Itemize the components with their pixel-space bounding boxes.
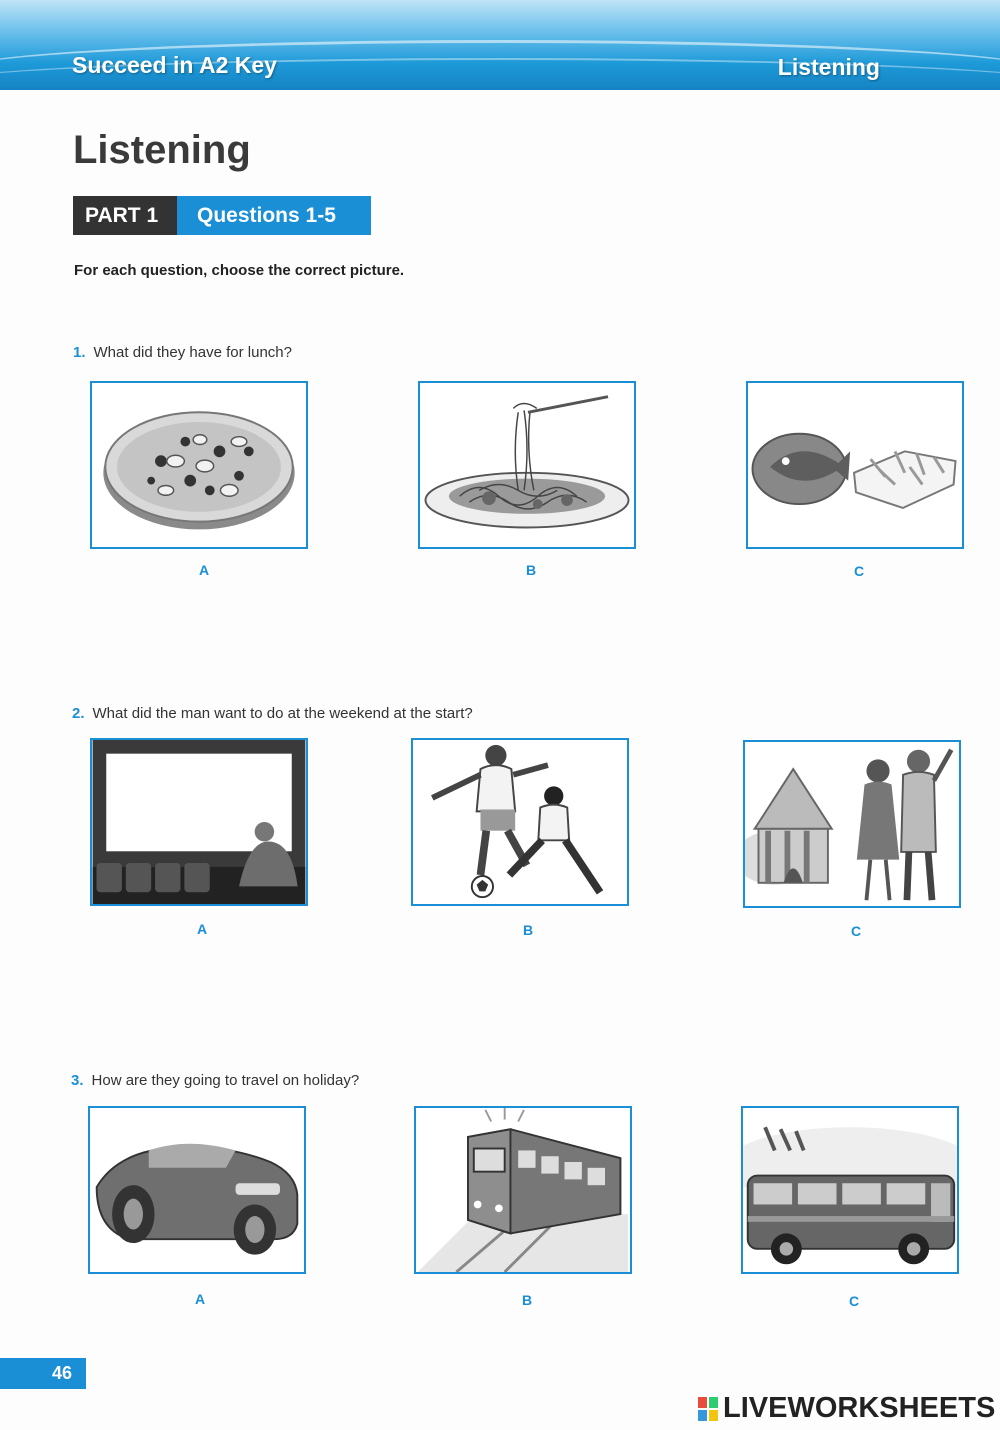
question-text: How are they going to travel on holiday? (91, 1072, 360, 1089)
option-3b-train-image[interactable] (414, 1106, 632, 1274)
option-letter: B (525, 562, 537, 578)
part-label: PART 1 (73, 196, 177, 235)
part-header (73, 196, 371, 235)
section-title: Listening (777, 54, 880, 80)
instruction-text: For each question, choose the correct picture. (74, 262, 405, 279)
option-3a-car-image[interactable] (88, 1106, 306, 1274)
question-text: What did they have for lunch? (93, 344, 292, 361)
option-1b-spaghetti-image[interactable] (418, 381, 636, 549)
bus-icon (743, 1108, 957, 1272)
option-letter: C (850, 923, 862, 939)
question-text: What did the man want to do at the weekend at the start? (92, 705, 473, 722)
question-number: 1. (73, 344, 86, 361)
train-icon (416, 1108, 630, 1272)
page-number: 46 (0, 1358, 86, 1389)
question-2 (72, 705, 473, 722)
question-3 (71, 1072, 359, 1089)
option-letter: A (194, 1291, 206, 1307)
option-letter: A (198, 562, 210, 578)
option-letter: C (853, 563, 865, 579)
spaghetti-icon (420, 383, 634, 547)
option-letter: B (522, 922, 534, 938)
option-3c-bus-image[interactable] (741, 1106, 959, 1274)
liveworksheets-logo-icon (697, 1396, 719, 1422)
circus-icon (745, 742, 959, 906)
part-questions: Questions 1-5 (177, 196, 371, 235)
pizza-icon (92, 383, 306, 547)
book-title: Succeed in A2 Key (72, 52, 277, 78)
option-letter: B (521, 1292, 533, 1308)
option-1c-fish-and-chips-image[interactable] (746, 381, 964, 549)
liveworksheets-watermark (697, 1392, 995, 1425)
cinema-icon (92, 740, 306, 904)
question-1 (73, 344, 292, 361)
page-title: Listening (73, 128, 251, 172)
option-letter: C (848, 1293, 860, 1309)
car-icon (90, 1108, 304, 1272)
watermark-text: LIVEWORKSHEETS (723, 1392, 996, 1424)
option-2a-cinema-image[interactable] (90, 738, 308, 906)
option-1a-pizza-image[interactable] (90, 381, 308, 549)
option-letter: A (196, 921, 208, 937)
football-icon (413, 740, 627, 904)
question-number: 2. (72, 705, 85, 722)
option-2c-circus-image[interactable] (743, 740, 961, 908)
question-number: 3. (71, 1072, 84, 1089)
option-2b-football-image[interactable] (411, 738, 629, 906)
fish-and-chips-icon (748, 383, 962, 547)
